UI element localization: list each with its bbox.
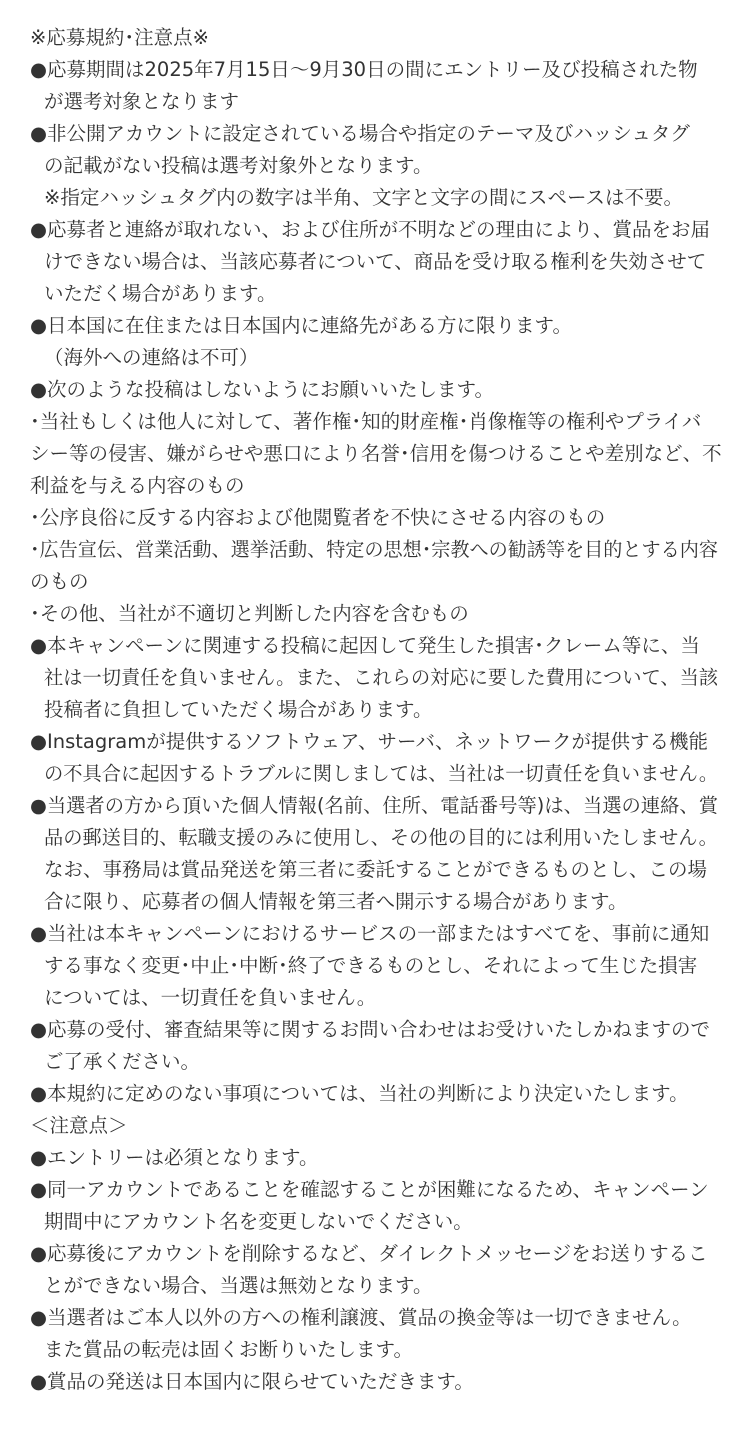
notes-line: 期間中にアカウント名を変更しないでください。: [44, 1210, 473, 1233]
terms-line: ●日本国に在住または日本国内に連絡先がある方に限ります。: [30, 314, 572, 337]
terms-subitem: シー等の侵害、嫌がらせや悪口により名誉･信用を傷つけることや差別など、不: [30, 442, 722, 465]
notes-line: ●当選者はご本人以外の方への権利譲渡、賞品の換金等は一切できません。: [30, 1306, 692, 1329]
terms-line: なお、事務局は賞品発送を第三者に委託することができるものとし、この場: [44, 858, 708, 881]
terms-line: 合に限り、応募者の個人情報を第三者へ開示する場合があります。: [44, 890, 628, 913]
terms-heading: ※応募規約･注意点※: [30, 26, 209, 49]
terms-line: ●応募の受付、審査結果等に関するお問い合わせはお受けいたしかねますので: [30, 1018, 711, 1041]
terms-line: ●Instagramが提供するソフトウェア、サーバ、ネットワークが提供する機能: [30, 730, 709, 753]
terms-subitem: ･その他、当社が不適切と判断した内容を含むもの: [30, 602, 469, 625]
notes-line: とができない場合、当選は無効となります。: [44, 1274, 433, 1297]
notes-line: ●同一アカウントであることを確認することが困難になるため、キャンペーン: [30, 1178, 709, 1201]
terms-line: ●本規約に定めのない事項については、当社の判断により決定いたします。: [30, 1082, 689, 1105]
terms-subitem: ･広告宣伝、営業活動、選挙活動、特定の思想･宗教への勧誘等を目的とする内容: [30, 538, 718, 561]
terms-line: については、一切責任を負いません。: [44, 986, 377, 1009]
terms-line: いただく場合があります。: [44, 282, 277, 305]
terms-line: する事なく変更･中止･中断･終了できるものとし、それによって生じた損害: [44, 954, 698, 977]
notes-heading: ＜注意点＞: [30, 1114, 128, 1137]
terms-line: ●本キャンペーンに関連する投稿に起因して発生した損害･クレーム等に、当: [30, 634, 700, 657]
terms-subitem: ･当社もしくは他人に対して、著作権･知的財産権･肖像権等の権利やプライバ: [30, 410, 702, 433]
terms-line: ●応募者と連絡が取れない、および住所が不明などの理由により、賞品をお届: [30, 218, 711, 241]
terms-line: 品の郵送目的、転職支援のみに使用し、その他の目的には利用いたしません。: [44, 826, 718, 849]
terms-line: の不具合に起因するトラブルに関しましては、当社は一切責任を負いません。: [44, 762, 719, 785]
notes-line: ●応募後にアカウントを削除するなど、ダイレクトメッセージをお送りするこ: [30, 1242, 708, 1265]
terms-line: ●応募期間は2025年7月15日〜9月30日の間にエントリー及び投稿された物: [30, 58, 698, 81]
terms-line: 投稿者に負担していただく場合があります。: [44, 698, 433, 721]
terms-line: ●当選者の方から頂いた個人情報(名前、住所、電話番号等)は、当選の連絡、賞: [30, 794, 718, 817]
notes-line: ●エントリーは必須となります。: [30, 1146, 319, 1169]
terms-line: ご了承ください。: [44, 1050, 201, 1073]
terms-line: けできない場合は、当該応募者について、商品を受け取る権利を失効させて: [44, 250, 707, 273]
terms-note: ※指定ハッシュタグ内の数字は半角、文字と文字の間にスペースは不要。: [44, 186, 683, 209]
terms-subitem: 利益を与える内容のもの: [30, 474, 245, 497]
terms-line: ●当社は本キャンペーンにおけるサービスの一部またはすべてを、事前に通知: [30, 922, 710, 945]
notes-line: また賞品の転売は固くお断りいたします。: [44, 1338, 413, 1361]
terms-line: （海外への連絡は不可）: [44, 346, 259, 369]
terms-line: 社は一切責任を負いません。また、これらの対応に要した費用について、当該: [44, 666, 719, 689]
terms-subitem: のもの: [30, 570, 89, 593]
notes-line: ●賞品の発送は日本国内に限らせていただきます。: [30, 1370, 474, 1393]
terms-subitem: ･公序良俗に反する内容および他閲覧者を不快にさせる内容のもの: [30, 506, 606, 529]
terms-line: が選考対象となります: [44, 90, 240, 113]
terms-line: ●次のような投稿はしないようにお願いいたします。: [30, 378, 494, 401]
terms-line: ●非公開アカウントに設定されている場合や指定のテーマ及びハッシュタグ: [30, 122, 690, 145]
terms-line: の記載がない投稿は選考対象外となります。: [44, 154, 433, 177]
